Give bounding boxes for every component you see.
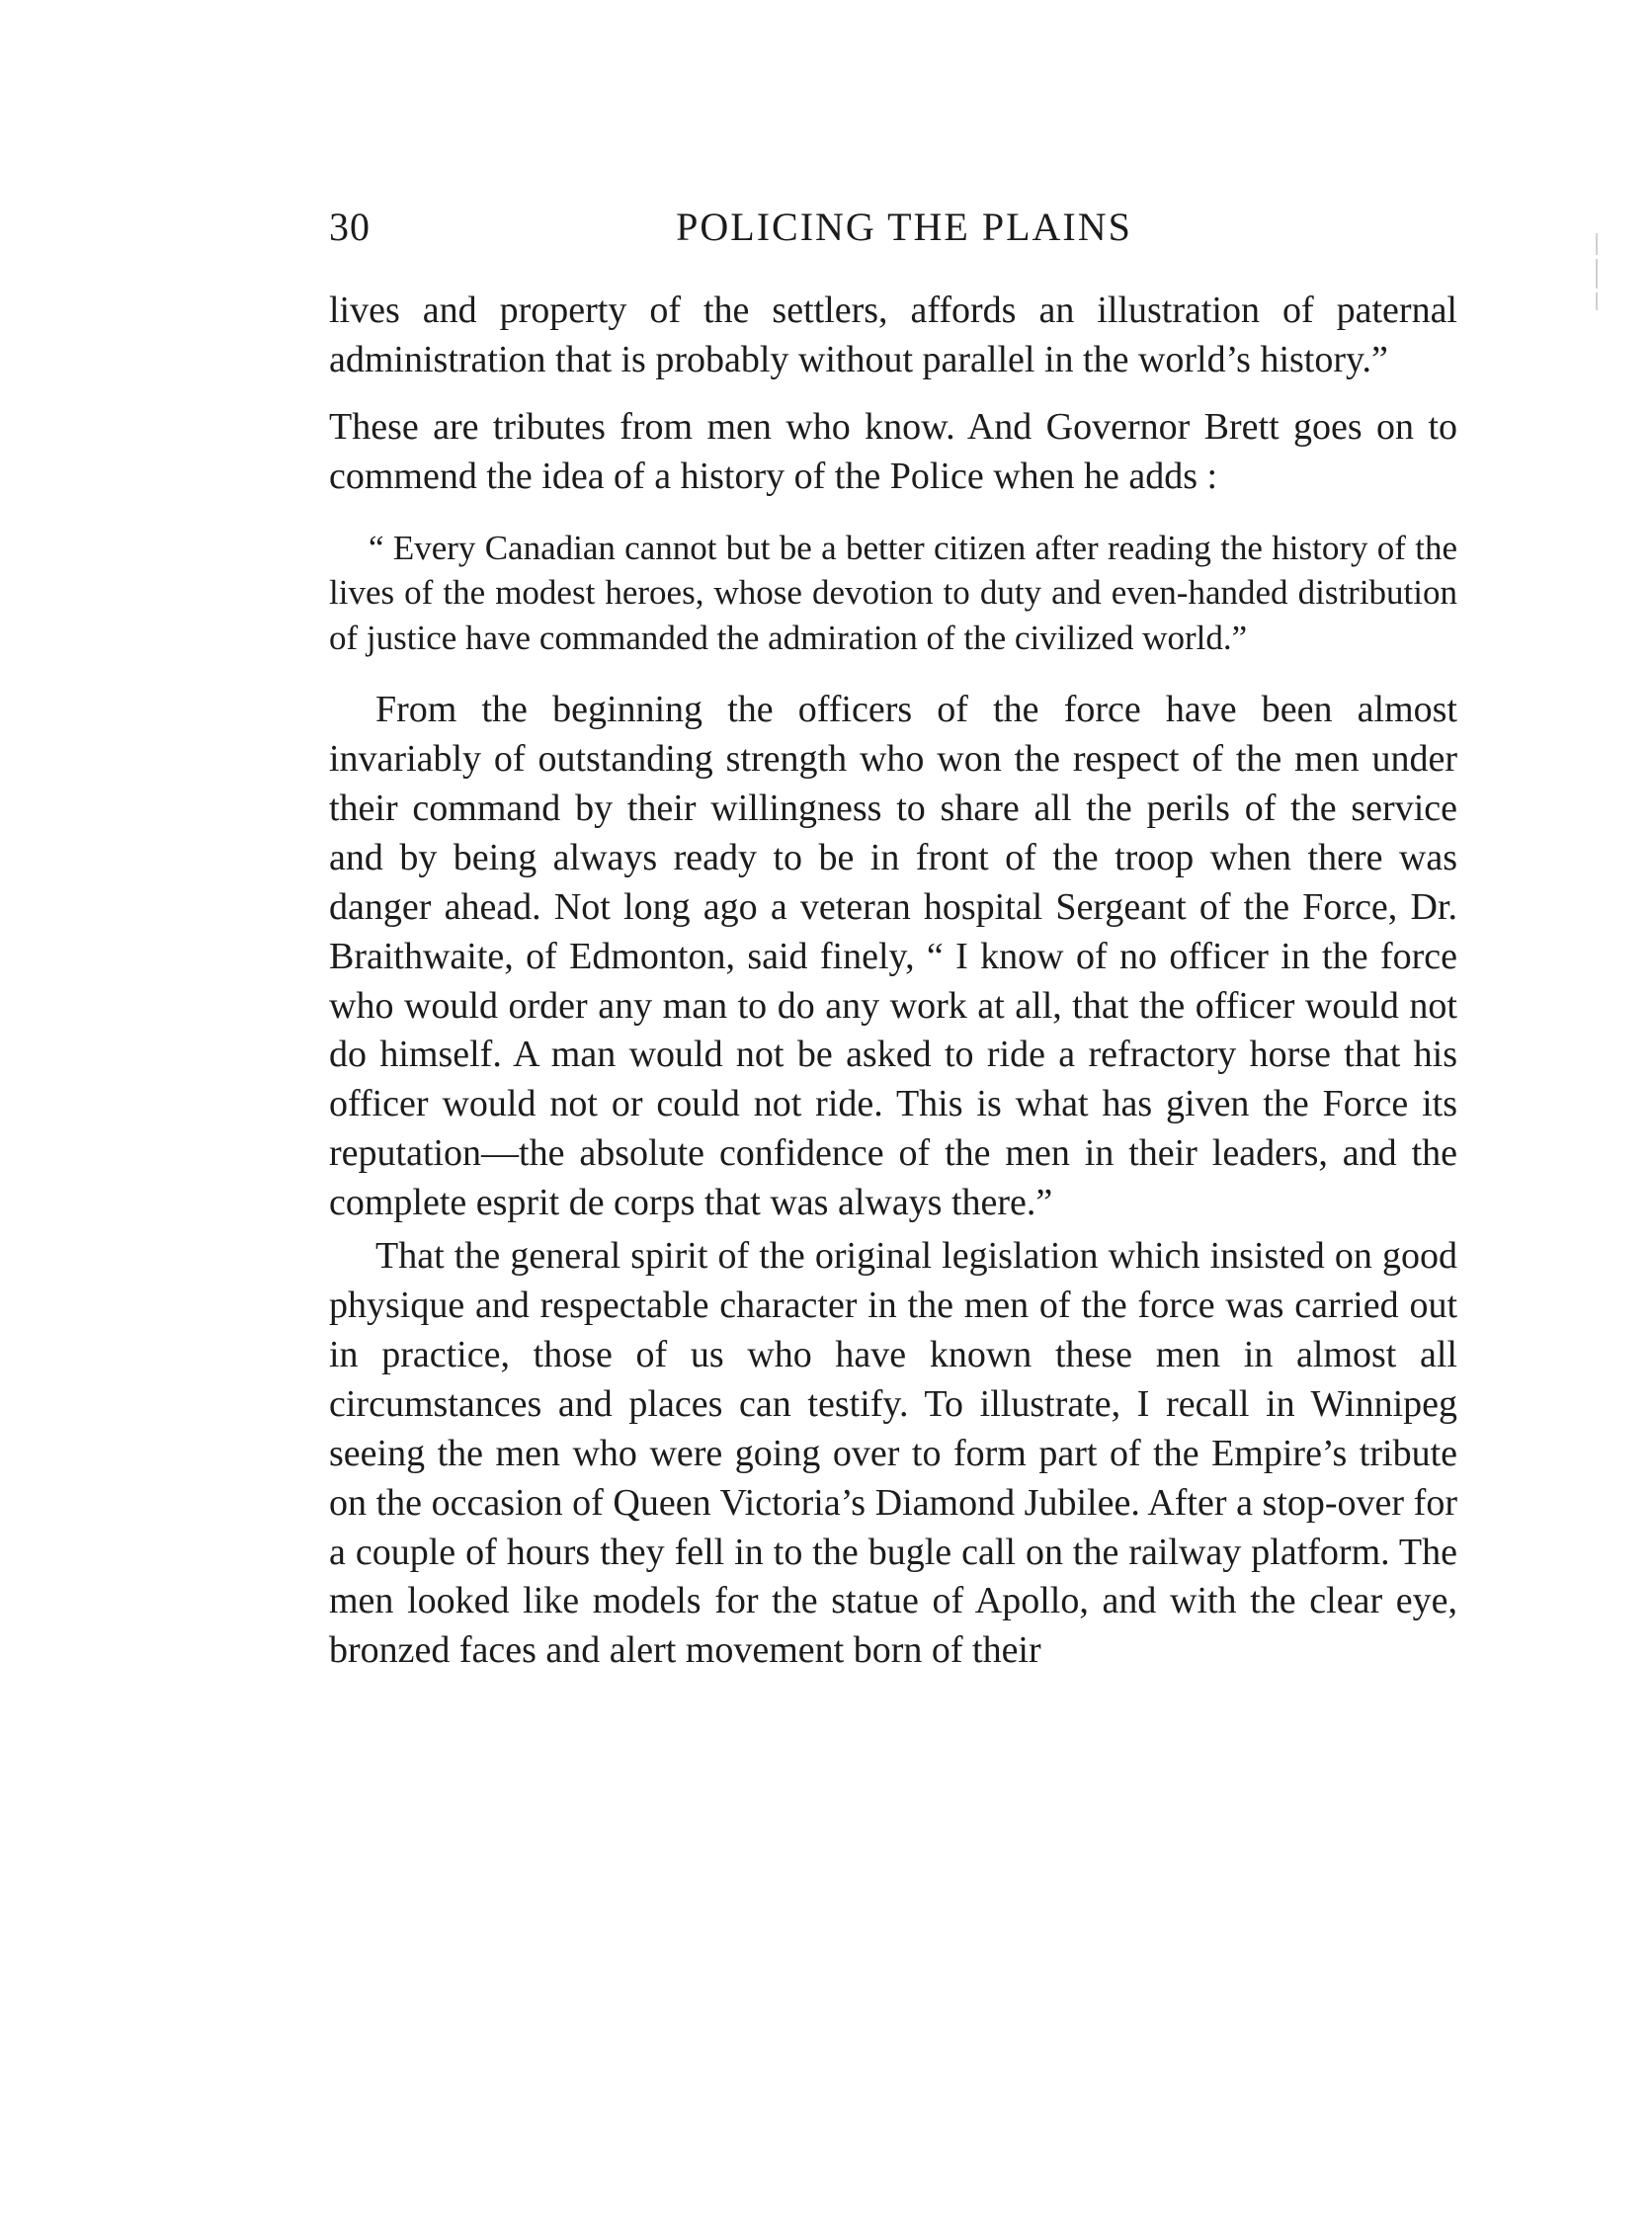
paragraph-tributes: These are tributes from men who know. And Governor Brett goes on to commend the idea of a history of the Police when he adds : xyxy=(329,405,1457,497)
page-header-title: POLICING THE PLAINS xyxy=(676,205,1132,249)
block-quote: “ Every Canadian cannot but be a better citizen after reading the history of the lives of the modest heroes, whose devotion to duty and even-handed distribution of justice have commanded the admiration of the civilized world.” xyxy=(329,528,1457,657)
paragraph-spirit: That the general spirit of the original legislation which insisted on good physique and respectable character in the men of the force was carried out in practice, those of us who have known these men in almost all circumstances and places can testify. To illustrate, I recall in Winnipeg seeing the men who were going over to form part of the Empire’s tribute on the occasion of Queen Victoria’s Diamond Jubilee. After a stop-over for a couple of hours they fell in to the bugle call on the railway platform. The men looked like models for the statue of Apollo, and with the clear eye, bronzed faces and alert movement born of their xyxy=(329,1235,1457,1672)
running-head xyxy=(329,202,1455,253)
paragraph-officers: From the beginning the officers of the force have been almost invariably of outstanding strength who won the respect of the men under their command by their willingness to share all the perils of the service and by being always ready to be in front of the troop when there was danger ahead. Not long ago a veteran hospital Sergeant of the Force, Dr. Braithwaite, of Edmonton, said finely, “ I know of no officer in the force who would order any man to do any work at all, that the officer would not do himself. A man would not be asked to ride a refractory horse that his officer would not or could not ride. This is what has given the Force its reputation—the absolute confidence of the men in their leaders, and the complete esprit de corps that was always there.” xyxy=(329,689,1457,1224)
page-number: 30 xyxy=(329,205,371,249)
margin-smudge xyxy=(1591,229,1605,338)
paragraph-continuation: lives and property of the settlers, affords an illustration of paternal administration that is probably without parallel in the world’s history.” xyxy=(329,290,1457,380)
body-text xyxy=(329,287,1457,1676)
